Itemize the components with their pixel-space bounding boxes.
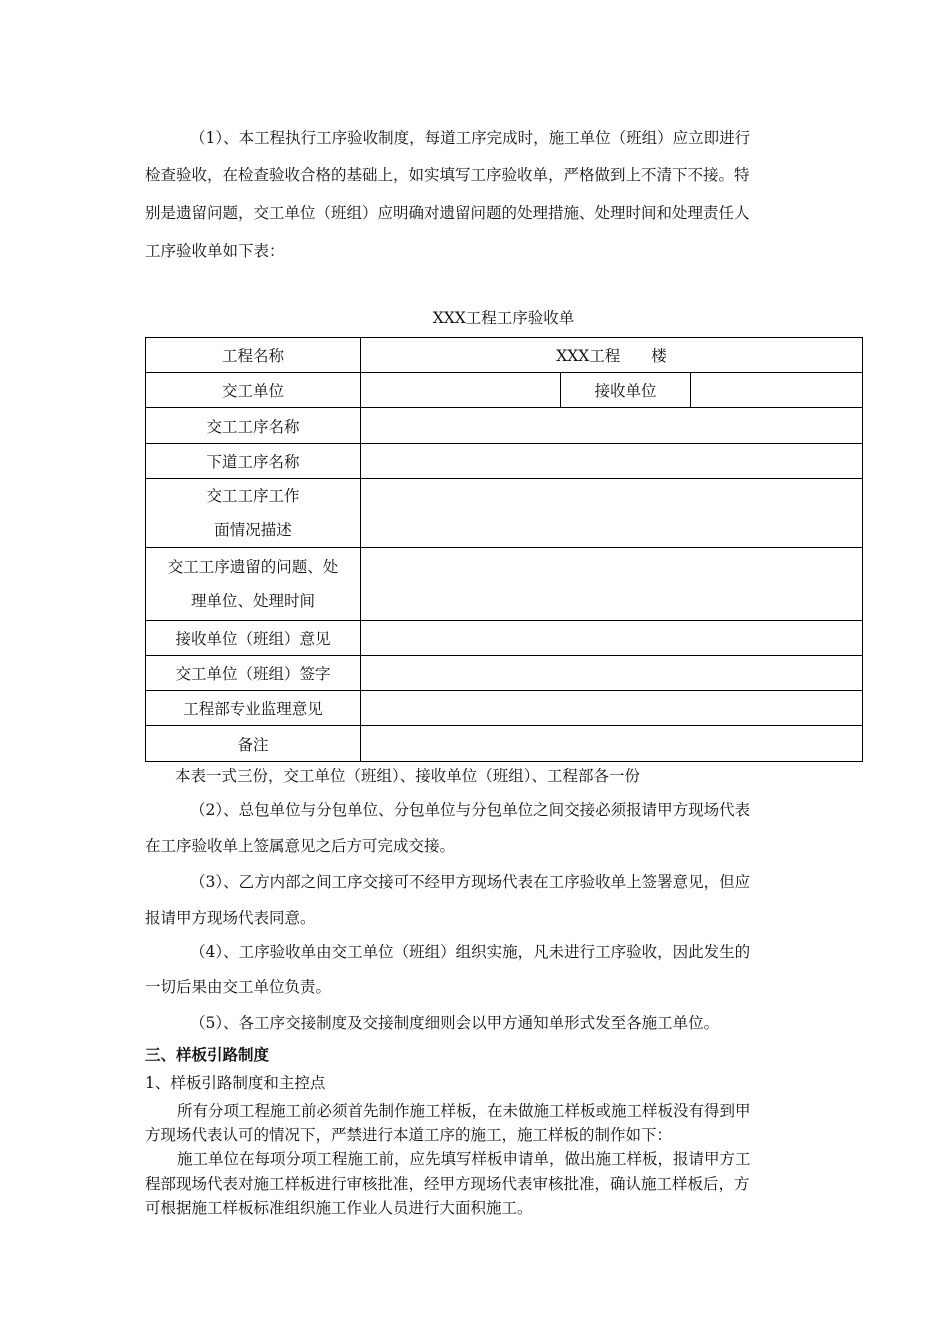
- table-row: [146, 691, 863, 726]
- section-3-subheading: 1、样板引路制度和主控点: [145, 1074, 326, 1092]
- legacy-issue-field[interactable]: [361, 548, 863, 621]
- clause-2-line-2: 在工序验收单上签属意见之后方可完成交接。: [145, 837, 456, 855]
- form-title: XXX工程工序验收单: [432, 309, 575, 327]
- supervision-opinion-field[interactable]: [361, 691, 863, 726]
- receiving-unit-label: 接收单位: [561, 373, 691, 408]
- intro-line-2: 检查验收，在检查验收合格的基础上，如实填写工序验收单，严格做到上不清下不接。特: [145, 166, 750, 184]
- remarks-label: 备注: [146, 726, 361, 762]
- clause-3-line-2: 报请甲方现场代表同意。: [145, 909, 316, 927]
- receiving-opinion-label: 接收单位（班组）意见: [146, 621, 361, 656]
- project-name-label: 工程名称: [146, 338, 361, 373]
- section-3-para-1-line-1: 所有分项工程施工前必须首先制作施工样板，在未做施工样板或施工样板没有得到甲: [177, 1102, 751, 1120]
- handover-process-field[interactable]: [361, 408, 863, 444]
- table-row: [146, 479, 863, 548]
- legacy-issue-label: [146, 548, 361, 621]
- section-3-para-2-line-2: 程部现场代表对施工样板进行审核批准，经甲方现场代表审核批准，确认施工样板后，方: [145, 1175, 750, 1193]
- receiving-opinion-field[interactable]: [361, 621, 863, 656]
- surface-desc-label: [146, 479, 361, 548]
- table-row: [146, 621, 863, 656]
- form-note: 本表一式三份，交工单位（班组）、接收单位（班组）、工程部各一份: [175, 767, 641, 785]
- receiving-unit-field[interactable]: [691, 373, 863, 408]
- handover-signature-field[interactable]: [361, 656, 863, 691]
- surface-desc-label-line-1: 交工工序工作: [206, 487, 300, 505]
- remarks-field[interactable]: [361, 726, 863, 762]
- clause-4-line-1: （4）、工序验收单由交工单位（班组）组织实施，凡未进行工序验收，因此发生的: [190, 943, 751, 961]
- clause-3-line-1: （3）、乙方内部之间工序交接可不经甲方现场代表在工序验收单上签署意见，但应: [190, 873, 751, 891]
- legacy-issue-label-line-1: 交工工序遗留的问题、处: [167, 558, 339, 576]
- surface-desc-label-line-2: 面情况描述: [214, 521, 292, 539]
- next-process-field[interactable]: [361, 444, 863, 479]
- intro-line-3: 别是遗留问题，交工单位（班组）应明确对遗留问题的处理措施、处理时间和处理责任人: [145, 204, 750, 222]
- section-3-para-1-line-2: 方现场代表认可的情况下，严禁进行本道工序的施工，施工样板的制作如下：: [145, 1126, 673, 1144]
- table-row: [146, 373, 863, 408]
- table-row: [146, 656, 863, 691]
- acceptance-form-table: [145, 337, 863, 762]
- clause-4-line-2: 一切后果由交工单位负责。: [145, 978, 332, 996]
- clause-2-line-1: （2）、总包单位与分包单位、分包单位与分包单位之间交接必须报请甲方现场代表: [190, 801, 751, 819]
- surface-desc-field[interactable]: [361, 479, 863, 548]
- section-3-heading: 三、样板引路制度: [145, 1046, 270, 1064]
- intro-line-1: （1）、本工程执行工序验收制度，每道工序完成时，施工单位（班组）应立即进行: [190, 129, 751, 147]
- supervision-opinion-label: 工程部专业监理意见: [146, 691, 361, 726]
- handover-process-label: 交工工序名称: [146, 408, 361, 444]
- handover-unit-label: 交工单位: [146, 373, 361, 408]
- section-3-para-2-line-1: 施工单位在每项分项工程施工前，应先填写样板申请单，做出施工样板，报请甲方工: [177, 1150, 751, 1168]
- table-row: [146, 338, 863, 373]
- intro-line-4: 工序验收单如下表：: [145, 242, 285, 260]
- handover-unit-field[interactable]: [361, 373, 561, 408]
- next-process-label: 下道工序名称: [146, 444, 361, 479]
- legacy-issue-label-line-2: 理单位、处理时间: [190, 592, 315, 610]
- table-row: [146, 408, 863, 444]
- handover-signature-label: 交工单位（班组）签字: [146, 656, 361, 691]
- table-row: [146, 444, 863, 479]
- table-row: [146, 548, 863, 621]
- section-3-para-2-line-3: 可根据施工样板标准组织施工作业人员进行大面积施工。: [145, 1199, 533, 1217]
- table-row: [146, 726, 863, 762]
- clause-5-line-1: （5）、各工序交接制度及交接制度细则会以甲方通知单形式发至各施工单位。: [190, 1014, 720, 1032]
- project-name-value: XXX工程 楼: [361, 338, 863, 373]
